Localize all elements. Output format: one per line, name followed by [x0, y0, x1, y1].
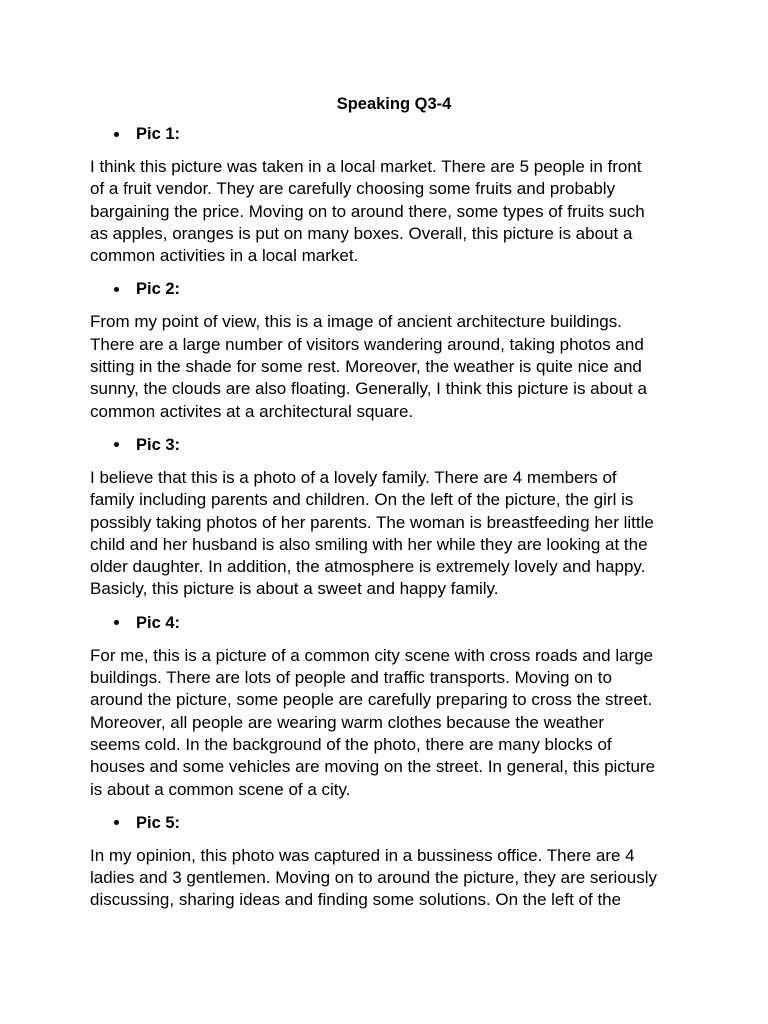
paragraph-line: houses and some vehicles are moving on the street. In general, this picture	[90, 757, 656, 777]
paragraph-line: sitting in the shade for some rest. Moreover, the weather is quite nice and	[90, 357, 642, 377]
document-page	[90, 93, 690, 923]
paragraph-line: There are a large number of visitors wandering around, taking photos and	[90, 334, 644, 354]
bullet-item	[90, 123, 690, 145]
bullet-icon	[114, 620, 119, 625]
paragraph-line: discussing, sharing ideas and finding some solutions. On the left of the	[90, 890, 622, 910]
paragraph-line: is about a common scene of a city.	[90, 779, 351, 799]
paragraph-line: sunny, the clouds are also floating. Generally, I think this picture is about a	[90, 379, 647, 399]
paragraph-line: around the picture, some people are carefully preparing to cross the street.	[90, 690, 653, 710]
pic-section	[90, 278, 690, 422]
document-body	[90, 123, 690, 912]
bullet-item	[90, 278, 690, 300]
paragraph-line: From my point of view, this is a image of ancient architecture buildings.	[90, 312, 622, 332]
paragraph-line: common activites at a architectural square.	[90, 401, 414, 421]
bullet-icon	[114, 442, 119, 447]
paragraph-line: Basicly, this picture is about a sweet and happy family.	[90, 579, 499, 599]
pic-section	[90, 434, 690, 601]
bullet-icon	[114, 820, 119, 825]
paragraph	[90, 156, 690, 267]
paragraph-line: of a fruit vendor. They are carefully choosing some fruits and probably	[90, 179, 616, 199]
paragraph-line: bargaining the price. Moving on to around there, some types of fruits such	[90, 201, 645, 221]
paragraph-line: In my opinion, this photo was captured in a bussiness office. There are 4	[90, 845, 635, 865]
paragraph-line: older daughter. In addition, the atmosphere is extremely lovely and happy.	[90, 557, 646, 577]
paragraph-line: possibly taking photos of her parents. The woman is breastfeeding her little	[90, 512, 654, 532]
pic-label: Pic 4:	[136, 613, 181, 632]
pic-label: Pic 5:	[136, 813, 181, 832]
paragraph-line: Moreover, all people are wearing warm clothes because the weather	[90, 712, 605, 732]
paragraph-line: as apples, oranges is put on many boxes. Overall, this picture is about a	[90, 223, 633, 243]
pic-label: Pic 1:	[136, 125, 181, 143]
pic-section	[90, 812, 690, 912]
bullet-icon	[114, 132, 119, 137]
paragraph-line: I believe that this is a photo of a lovely family. There are 4 members of	[90, 467, 617, 487]
paragraph-line: child and her husband is also smiling with her while they are looking at the	[90, 534, 648, 554]
pic-label: Pic 3:	[136, 435, 181, 454]
pic-section	[90, 123, 690, 267]
paragraph-line: family including parents and children. On the left of the picture, the girl is	[90, 490, 634, 510]
bullet-item	[90, 812, 690, 834]
paragraph	[90, 467, 690, 601]
document-title: Speaking Q3-4	[336, 95, 452, 113]
paragraph	[90, 645, 690, 801]
paragraph-line: ladies and 3 gentlemen. Moving on to around the picture, they are seriously	[90, 868, 658, 888]
paragraph-line: seems cold. In the background of the photo, there are many blocks of	[90, 734, 612, 754]
paragraph-line: I think this picture was taken in a local market. There are 5 people in front	[90, 157, 642, 176]
paragraph-line: common activities in a local market.	[90, 246, 359, 266]
paragraph-line: For me, this is a picture of a common city scene with cross roads and large	[90, 645, 654, 665]
paragraph	[90, 845, 690, 912]
paragraph-line: buildings. There are lots of people and traffic transports. Moving on to	[90, 668, 612, 688]
bullet-item	[90, 434, 690, 456]
pic-label: Pic 2:	[136, 280, 181, 299]
pic-section	[90, 612, 690, 801]
bullet-icon	[114, 287, 119, 292]
bullet-item	[90, 612, 690, 634]
paragraph	[90, 311, 690, 422]
